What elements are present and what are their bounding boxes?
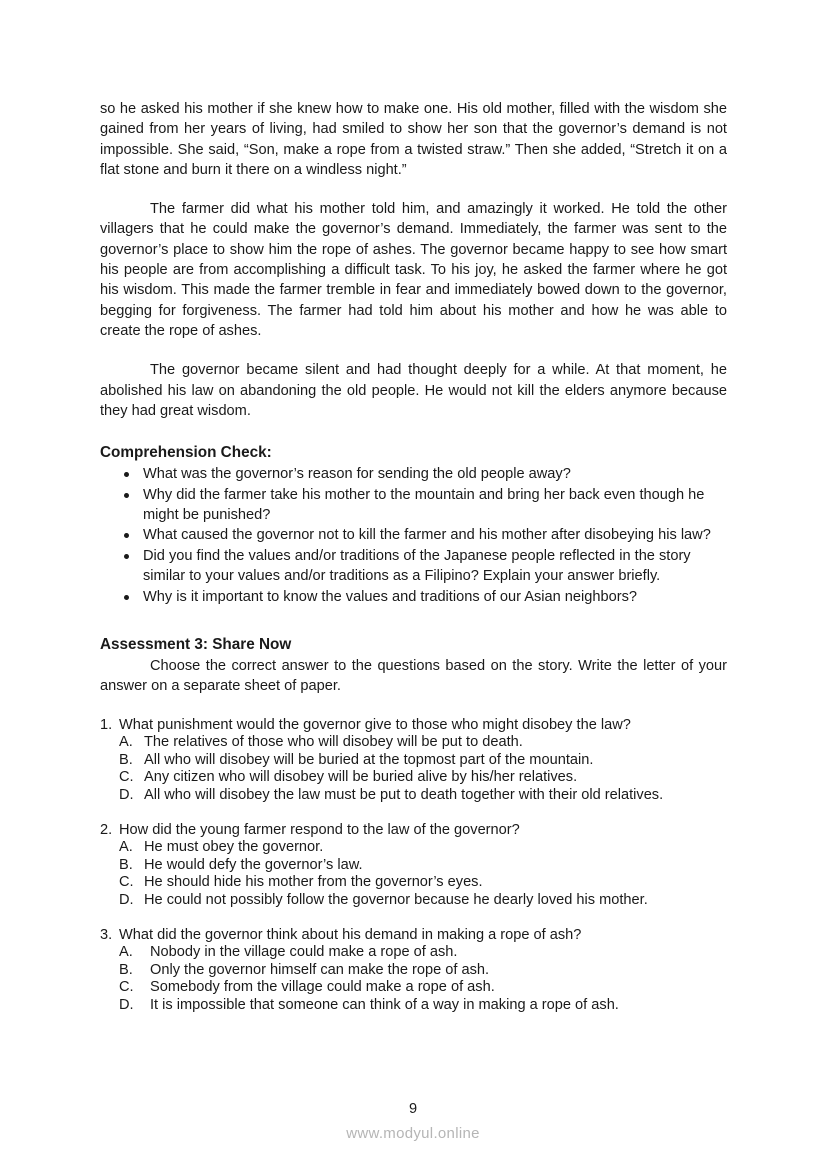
watermark: www.modyul.online: [346, 1125, 480, 1142]
question-text: What punishment would the governor give to those who might disobey the law?: [119, 716, 631, 733]
answer-option: [100, 997, 727, 1015]
answer-option: [100, 734, 727, 752]
option-text: The relatives of those who will disobey will be put to death.: [144, 734, 523, 751]
story-paragraph: The farmer did what his mother told him, and amazingly it worked. He told the other villagers that he could make the governor’s demand. Immediately, the farmer was sent to the governor’s place to show him the rope of ashes. The governor became happy to see how smart his people are from accomplishing a difficult task. To his joy, he asked the farmer where he got his wisdom. This made the farmer tremble in fear and immediately bowed down to the governor, begging for forgiveness. The farmer had told him about his mother and how he was able to create the rope of ashes.: [100, 201, 727, 339]
comprehension-item-text: Why is it important to know the values and traditions of our Asian neighbors?: [143, 588, 638, 605]
answer-option: [100, 752, 727, 770]
answer-option: [100, 769, 727, 787]
option-letter: C.: [119, 769, 134, 786]
option-text: He could not possibly follow the governor because he dearly loved his mother.: [144, 891, 648, 908]
comprehension-item: [143, 587, 727, 607]
answer-option: [100, 892, 727, 910]
comprehension-item-text: Did you find the values and/or traditions of the Japanese people reflected in the story similar to your values and/or traditions as a Filipino? Explain your answer briefly.: [143, 547, 691, 585]
document-page: [100, 99, 727, 1015]
option-text: Nobody in the village could make a rope of ash.: [150, 944, 458, 961]
question: [100, 822, 727, 910]
question-text: How did the young farmer respond to the law of the governor?: [119, 821, 520, 838]
option-letter: A.: [119, 734, 133, 751]
answer-option: [100, 962, 727, 980]
comprehension-item: [143, 485, 727, 526]
assessment-heading: Assessment 3: Share Now: [100, 636, 292, 653]
comprehension-heading: Comprehension Check:: [100, 444, 272, 462]
comprehension-item-text: What caused the governor not to kill the farmer and his mother after disobeying his law?: [143, 527, 711, 544]
question-number: 2.: [100, 821, 113, 838]
option-letter: D.: [119, 996, 134, 1013]
question-number: 1.: [100, 716, 113, 733]
option-text: Somebody from the village could make a rope of ash.: [150, 979, 495, 996]
option-text: He would defy the governor’s law.: [144, 856, 363, 873]
question: [100, 717, 727, 805]
story-paragraph: The governor became silent and had thought deeply for a while. At that moment, he abolished his law on abandoning the old people. He would not kill the elders anymore because they had great wisdom.: [100, 362, 727, 419]
assessment-instructions: Choose the correct answer to the questions based on the story. Write the letter of your answer on a separate sheet of paper.: [100, 658, 727, 695]
question-text: What did the governor think about his demand in making a rope of ash?: [119, 926, 582, 943]
option-text: Only the governor himself can make the rope of ash.: [150, 961, 490, 978]
option-text: He should hide his mother from the governor’s eyes.: [144, 874, 483, 891]
answer-option: [100, 787, 727, 805]
bullet-icon: [124, 533, 129, 538]
bullet-icon: [124, 472, 129, 477]
option-text: All who will disobey will be buried at the topmost part of the mountain.: [144, 751, 594, 768]
comprehension-item-text: What was the governor’s reason for sending the old people away?: [143, 466, 571, 483]
option-letter: D.: [119, 786, 134, 803]
page-number: 9: [408, 1101, 418, 1117]
option-letter: C.: [119, 979, 134, 996]
question: [100, 927, 727, 1015]
comprehension-item: [143, 546, 727, 587]
answer-option: [100, 839, 727, 857]
bullet-icon: [124, 595, 129, 600]
option-text: All who will disobey the law must be put to death together with their old relatives.: [144, 786, 664, 803]
option-letter: B.: [119, 856, 133, 873]
option-letter: B.: [119, 751, 133, 768]
answer-option: [100, 857, 727, 875]
answer-option: [100, 979, 727, 997]
bullet-icon: [124, 493, 129, 498]
option-text: Any citizen who will disobey will be buried alive by his/her relatives.: [144, 769, 578, 786]
option-letter: A.: [119, 944, 133, 961]
option-letter: A.: [119, 839, 133, 856]
option-letter: C.: [119, 874, 134, 891]
option-text: It is impossible that someone can think of a way in making a rope of ash.: [150, 996, 619, 1013]
answer-option: [100, 944, 727, 962]
comprehension-item: [143, 525, 727, 545]
answer-option: [100, 874, 727, 892]
option-letter: D.: [119, 891, 134, 908]
option-letter: B.: [119, 961, 133, 978]
bullet-icon: [124, 554, 129, 559]
comprehension-item-text: Why did the farmer take his mother to the mountain and bring her back even though he might be punished?: [143, 486, 705, 523]
comprehension-list: [100, 464, 727, 607]
comprehension-item: [143, 464, 727, 484]
story-paragraph: so he asked his mother if she knew how to make one. His old mother, filled with the wisdom she gained from her years of living, had smiled to show her son that the governor’s demand is not impossible. She said, “Son, make a rope from a twisted straw.” Then she added, “Stretch it on a flat stone and burn it there on a windless night.”: [100, 101, 727, 178]
question-list: [100, 717, 727, 1015]
question-number: 3.: [100, 926, 113, 943]
option-text: He must obey the governor.: [144, 839, 324, 856]
